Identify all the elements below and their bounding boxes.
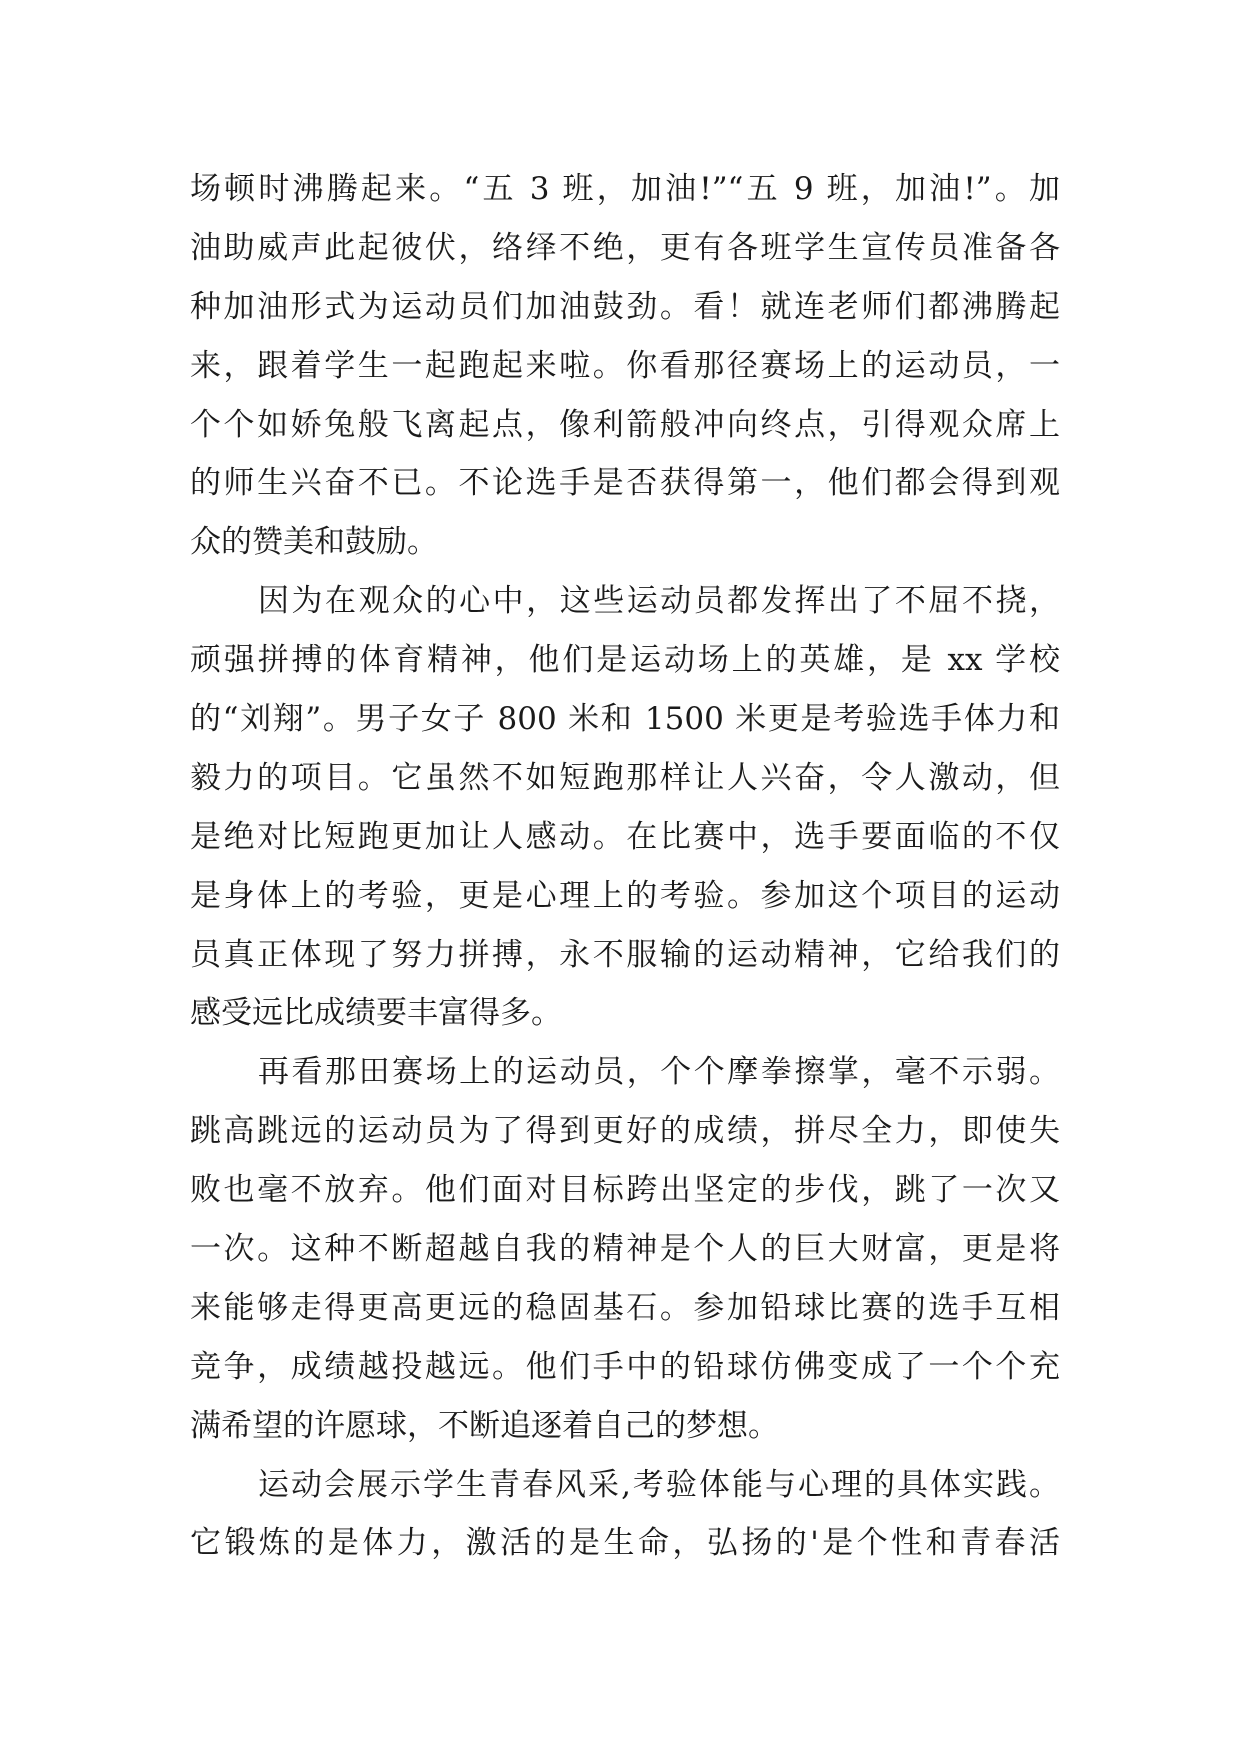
text-line: 是身体上的考验，更是心理上的考验。参加这个项目的运动 [190,877,1060,914]
text-line: 因为在观众的心中，这些运动员都发挥出了不屈不挠， [258,583,1060,620]
text-line: 的“刘翔”。男子女子 800 米和 1500 米更是考验选手体力和 [190,701,1060,738]
text-line: 来，跟着学生一起跑起来啦。你看那径赛场上的运动员，一 [190,347,1060,384]
text-line: 个个如娇兔般飞离起点，像利箭般冲向终点，引得观众席上 [190,406,1060,443]
text-line: 的师生兴奋不已。不论选手是否获得第一，他们都会得到观 [190,465,1060,502]
text-line: 是绝对比短跑更加让人感动。在比赛中，选手要面临的不仅 [190,818,1060,855]
text-line: 员真正体现了努力拼搏，永不服输的运动精神，它给我们的 [190,936,1060,973]
text-line: 跳高跳远的运动员为了得到更好的成绩，拼尽全力，即使失 [190,1113,1060,1150]
text-line: 顽强拼搏的体育精神，他们是运动场上的英雄，是 xx 学校 [190,642,1060,679]
body-text [190,160,1060,1573]
text-line: 败也毫不放弃。他们面对目标跨出坚定的步伐，跳了一次又 [190,1172,1060,1209]
text-line: 它锻炼的是体力，激活的是生命，弘扬的'是个性和青春活 [190,1525,1060,1562]
text-line: 来能够走得更高更远的稳固基石。参加铅球比赛的选手互相 [190,1289,1060,1326]
text-line: 感受远比成绩要丰富得多。 [190,995,562,1032]
text-line: 再看那田赛场上的运动员，个个摩拳擦掌，毫不示弱。 [258,1054,1060,1091]
text-line: 油助威声此起彼伏，络绎不绝，更有各班学生宣传员准备各 [190,229,1060,266]
text-line: 满希望的许愿球，不断追逐着自己的梦想。 [190,1407,779,1444]
text-line: 运动会展示学生青春风采,考验体能与心理的具体实践。 [258,1466,1060,1503]
text-line: 场顿时沸腾起来。“五 3 班，加油!”“五 9 班，加油!”。加 [190,171,1060,207]
text-line: 竞争，成绩越投越远。他们手中的铅球仿佛变成了一个个充 [190,1348,1060,1385]
text-line: 毅力的项目。它虽然不如短跑那样让人兴奋，令人激动，但 [190,759,1060,796]
text-line: 一次。这种不断超越自我的精神是个人的巨大财富，更是将 [190,1231,1060,1268]
text-line: 种加油形式为运动员们加油鼓劲。看！就连老师们都沸腾起 [190,288,1060,325]
text-line: 众的赞美和鼓励。 [190,524,438,561]
